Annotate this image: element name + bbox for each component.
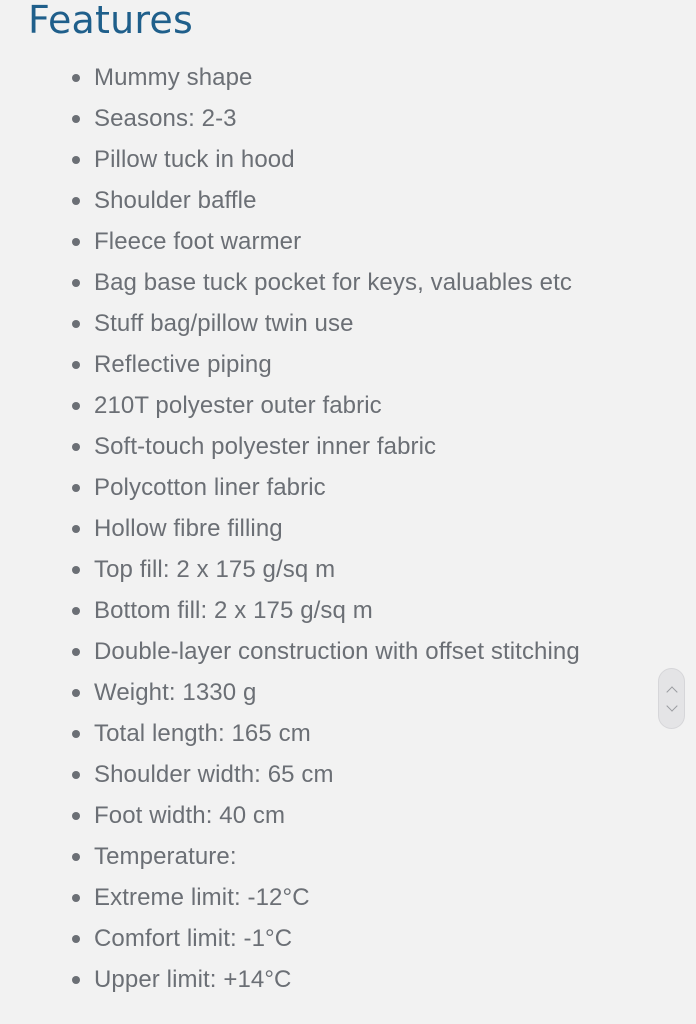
feature-text: Foot width: 40 cm [94,802,286,829]
feature-text: Extreme limit: -12°C [94,884,310,911]
list-item [0,672,580,713]
feature-text: Reflective piping [94,351,272,378]
list-item [0,795,580,836]
feature-text: Hollow fibre filling [94,515,283,542]
feature-text: Temperature: [94,843,237,870]
bullet-icon [72,976,80,984]
list-item [0,918,580,959]
bullet-icon [72,443,80,451]
list-item [0,590,580,631]
list-item [0,180,580,221]
feature-text: 210T polyester outer fabric [94,392,382,419]
feature-text: Weight: 1330 g [94,679,257,706]
list-item [0,549,580,590]
bullet-icon [72,402,80,410]
chevron-up-icon[interactable] [666,686,677,697]
feature-text: Mummy shape [94,64,253,91]
bullet-icon [72,525,80,533]
bullet-icon [72,853,80,861]
bullet-icon [72,730,80,738]
bullet-icon [72,771,80,779]
feature-text: Polycotton liner fabric [94,474,326,501]
bullet-icon [72,361,80,369]
feature-text: Comfort limit: -1°C [94,925,293,952]
list-item [0,344,580,385]
feature-text: Double-layer construction with offset stitching [94,638,580,665]
feature-text: Stuff bag/pillow twin use [94,310,354,337]
list-item [0,139,580,180]
bullet-icon [72,238,80,246]
bullet-icon [72,689,80,697]
bullet-icon [72,156,80,164]
bullet-icon [72,607,80,615]
list-item [0,713,580,754]
list-item [0,631,580,672]
bullet-icon [72,484,80,492]
feature-text: Top fill: 2 x 175 g/sq m [94,556,336,583]
bullet-icon [72,812,80,820]
list-item [0,385,580,426]
list-item [0,262,580,303]
list-item [0,221,580,262]
feature-text: Bottom fill: 2 x 175 g/sq m [94,597,373,624]
feature-text: Soft-touch polyester inner fabric [94,433,437,460]
bullet-icon [72,894,80,902]
list-item [0,959,580,1000]
list-item [0,426,580,467]
chevron-down-icon[interactable] [666,700,677,711]
list-item [0,508,580,549]
list-item [0,467,580,508]
feature-text: Total length: 165 cm [94,720,311,747]
feature-text: Pillow tuck in hood [94,146,295,173]
list-item [0,836,580,877]
feature-text: Upper limit: +14°C [94,966,292,993]
list-item [0,754,580,795]
feature-text: Shoulder width: 65 cm [94,761,334,788]
feature-text: Seasons: 2-3 [94,105,237,132]
bullet-icon [72,648,80,656]
list-item [0,303,580,344]
list-item [0,877,580,918]
bullet-icon [72,279,80,287]
bullet-icon [72,74,80,82]
bullet-icon [72,320,80,328]
bullet-icon [72,115,80,123]
list-item [0,98,580,139]
bullet-icon [72,197,80,205]
bullet-icon [72,935,80,943]
feature-text: Shoulder baffle [94,187,257,214]
list-item [0,57,580,98]
bullet-icon [72,566,80,574]
feature-text: Bag base tuck pocket for keys, valuables etc [94,269,572,296]
scroll-handle[interactable] [658,668,685,729]
features-list [0,57,580,1000]
feature-text: Fleece foot warmer [94,228,302,255]
features-heading: Features [28,0,193,42]
